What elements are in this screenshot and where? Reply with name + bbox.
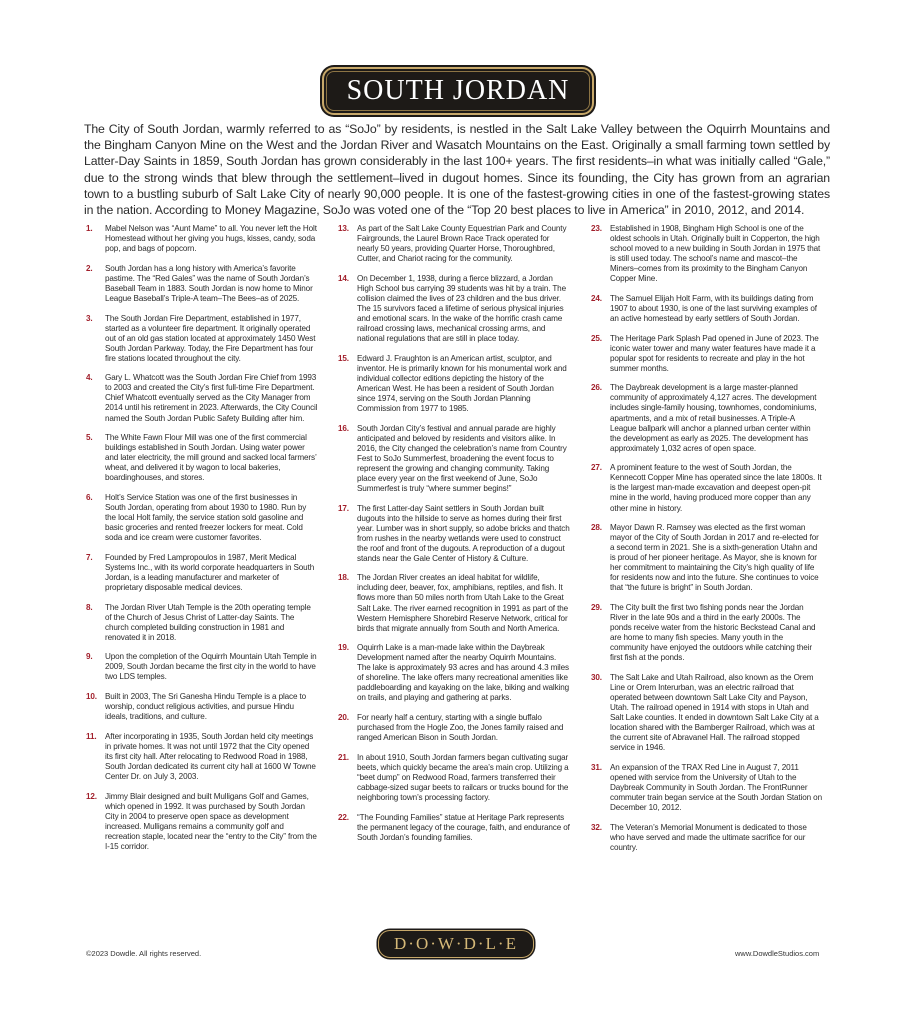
fact-item <box>591 463 823 513</box>
fact-item <box>591 763 823 813</box>
fact-text: Founded by Fred Lampropoulos in 1987, Merit Medical Systems Inc., with its world corporate headquarters in South Jordan, is a leading manufacturer and marketer of proprietary disposable medical devices. <box>105 552 315 592</box>
fact-item <box>591 523 823 593</box>
fact-number: 14. <box>338 273 349 283</box>
intro-paragraph: The City of South Jordan, warmly referred to as “SoJo” by residents, is nestled in the Salt Lake Valley between the Oquirrh Mountains and the Bingham Canyon Mine on the West and the Jordan River and Wasatch Mountains on the East. Originally a small farming town settled by Latter-Day Saints in 1859, South Jordan has grown considerably in the last 100+ years. The first residents–in what was initially called “Gale,” due to the strong winds that blew through the settlement–lived in dugout homes. Since its founding, the City has grown from an agrarian town to a bustling suburb of Salt Lake City of nearly 90,000 people. It is one of the fastest-growing cities in one of the fastest-growing states in the nation. According to Money Magazine, SoJo was voted one of the “Top 20 best places to live in America” in 2010, 2012, and 2014. <box>84 122 830 218</box>
fact-text: The Salt Lake and Utah Railroad, also known as the Orem Line or Orem Interurban, was an electric railroad that operated between downtown Salt Lake City and Payson, Utah. The railroad opened in 1914 with stops in Utah and Salt Lake counties. It ended in downtown Salt Lake City at a location shared with the Bamberger Railroad, which was at the current site of Abravanel Hall. The railroad stopped service in 1946. <box>610 672 819 753</box>
fact-item <box>591 334 823 374</box>
fact-text: The Jordan River Utah Temple is the 20th operating temple of the Church of Jesus Christ of Latter-day Saints. The church completed building construction in 1981 and renovated it in 2018. <box>105 602 311 642</box>
fact-number: 19. <box>338 643 349 653</box>
fact-item <box>338 753 570 803</box>
fact-item <box>338 643 570 703</box>
copyright-text: ©2023 Dowdle. All rights reserved. <box>86 949 202 958</box>
fact-number: 32. <box>591 822 602 832</box>
fact-number: 3. <box>86 313 93 323</box>
fact-number: 20. <box>338 713 349 723</box>
fact-text: Oquirrh Lake is a man-made lake within the Daybreak Development named after the nearby Oquirrh Mountains. The lake is approximately 93 acres and has around 4.3 miles of shoreline. The lake offers many recreational amenities like paddleboarding and kayaking on the lake, biking and walking on trails, and playing and gathering at parks. <box>357 643 570 703</box>
fact-text: The Veteran’s Memorial Monument is dedicated to those who have served and made the ultimate sacrifice for our country. <box>610 822 807 852</box>
fact-item <box>338 274 570 344</box>
fact-item <box>591 383 823 453</box>
facts-column-1 <box>86 224 318 862</box>
fact-text: A prominent feature to the west of South Jordan, the Kennecott Copper Mine has operated since the late 1800s. It is the largest man-made excavation and deepest open-pit mine in the world, having produced more copper than any other mine in history. <box>610 463 822 513</box>
fact-number: 24. <box>591 293 602 303</box>
fact-number: 29. <box>591 603 602 613</box>
fact-item <box>86 314 318 364</box>
page-title: SOUTH JORDAN <box>346 75 570 106</box>
fact-item <box>338 504 570 564</box>
fact-item <box>86 553 318 593</box>
fact-item <box>338 573 570 633</box>
fact-number: 18. <box>338 573 349 583</box>
fact-number: 17. <box>338 503 349 513</box>
fact-text: An expansion of the TRAX Red Line in August 7, 2011 opened with service from the University of Utah to the Daybreak Community in South Jordan. The FrontRunner commuter train began service at the South Jordan Station on December 10, 2012. <box>610 762 822 813</box>
fact-text: After incorporating in 1935, South Jordan held city meetings in private homes. It was not until 1972 that the City opened its first city hall. After relocating to Redwood Road in 1988, South Jordan dedicated its current city hall at 1600 W Towne Center Dr. on July 3, 2003. <box>105 731 316 782</box>
fact-number: 27. <box>591 463 602 473</box>
logo-text: D·O·W·D·L·E <box>394 934 518 953</box>
fact-number: 31. <box>591 762 602 772</box>
fact-text: The Daybreak development is a large master-planned community of approximately 4,127 acres. The development includes single-family housing, townhomes, condominiums, apartments, and a mix of retail businesses. A Triple-A League ballpark will anchor a planned urban center within the development as early as 2025. The development has approximately 1,032 acres of open space. <box>610 383 817 453</box>
fact-text: Edward J. Fraughton is an American artist, sculptor, and inventor. He is primarily known for his monumental work and individual collector editions depicting the history of the American West. He has been a resident of South Jordan since 1974, serving on the South Jordan Planning Commission from 1977 to 1985. <box>357 353 567 413</box>
fact-text: Mayor Dawn R. Ramsey was elected as the first woman mayor of the City of South Jordan in 2017 and re-elected for a second term in 2021. She is a sixth-generation Utahn and is proud of her pioneer heritage. As Mayor, she is known for her commitment to maintaining the City’s high quality of life for residents now and into the future. She continues to voice that “the future is bright” in South Jordan. <box>610 523 819 593</box>
fact-number: 7. <box>86 552 93 562</box>
fact-item <box>86 692 318 722</box>
fact-text: Gary L. Whatcott was the South Jordan Fire Chief from 1993 to 2003 and created the City’s first full-time Fire Department. Chief Whatcott eventually served as the City Manager from 2014 until his retirement in 2023. Afterwards, the City Council named the South Jordan Public Safety Building after him. <box>105 373 318 423</box>
fact-item <box>338 713 570 743</box>
fact-text: The City built the first two fishing ponds near the Jordan River in the late 90s and a third in the early 2000s. The ponds receive water from the historic Beckstead Canal and are home to many fish species. Many youth in the community have enjoyed the outdoors while catching their first fish at the ponds. <box>610 603 816 663</box>
fact-number: 25. <box>591 333 602 343</box>
fact-text: South Jordan City’s festival and annual parade are highly anticipated and beloved by residents and visitors alike. In 2016, the City changed the celebration’s name from Country Fest to SoJo Summerfest, broadening the event focus to represent the growing and changing community. Taking place every year on the first weekend of June, SoJo Summerfest is truly “where summer begins!” <box>357 423 567 493</box>
fact-item <box>86 652 318 682</box>
fact-number: 22. <box>338 812 349 822</box>
fact-text: Jimmy Blair designed and built Mulligans Golf and Games, which opened in 1992. It was purchased by South Jordan City in 2004 to preserve open space as development increased. Mulligans remains a community golf and recreation staple, located near the “entry to the City” from the I-15 corridor. <box>105 791 317 851</box>
fact-text: The Jordan River creates an ideal habitat for wildlife, including deer, beaver, fox, amphibians, reptiles, and fish. It flows more than 50 miles north from Utah Lake to the Great Salt Lake. The river earned recognition in 1991 as part of the Western Hemisphere Shorebird Reserve Network, critical for birds that migrate annually from South and North America. <box>357 573 569 633</box>
fact-text: Built in 2003, The Sri Ganesha Hindu Temple is a place to worship, conduct religious activities, and pursue Hindu ideals, traditions, and culture. <box>105 692 307 722</box>
fact-text: As part of the Salt Lake County Equestrian Park and County Fairgrounds, the Laurel Brown Race Track operated for nearly 50 years, providing Quarter Horse, Thoroughbred, Cutter, and Chariot racing for the community. <box>357 224 567 264</box>
fact-number: 13. <box>338 224 349 233</box>
fact-number: 30. <box>591 672 602 682</box>
fact-number: 23. <box>591 224 602 233</box>
fact-number: 15. <box>338 353 349 363</box>
fact-item <box>338 813 570 843</box>
facts-column-3 <box>591 224 823 862</box>
fact-item <box>338 424 570 494</box>
fact-item <box>86 603 318 643</box>
fact-number: 11. <box>86 731 97 741</box>
fact-text: Upon the completion of the Oquirrh Mountain Utah Temple in 2009, South Jordan became the first city in the world to have two LDS temples. <box>105 652 317 682</box>
fact-number: 8. <box>86 602 93 612</box>
title-banner <box>322 67 594 115</box>
fact-number: 4. <box>86 373 93 383</box>
fact-item <box>591 823 823 853</box>
fact-item <box>86 732 318 782</box>
fact-text: For nearly half a century, starting with a single buffalo purchased from the Hogle Zoo, the Jones family raised and ranged American Bison in South Jordan. <box>357 713 564 743</box>
fact-item <box>591 673 823 753</box>
fact-text: Holt’s Service Station was one of the first businesses in South Jordan, operating from about 1930 to 1980. Run by the local Holt family, the service station sold gasoline and basic groceries and rented freezer lockers for meat. Cold soda and ice cream were customer favorites. <box>105 493 307 543</box>
facts-column-2 <box>338 224 570 852</box>
website-link[interactable]: www.DowdleStudios.com <box>735 949 820 958</box>
fact-text: The first Latter-day Saint settlers in South Jordan built dugouts into the hillside to serve as homes during their first year. Lumber was in short supply, so adobe bricks and thatch from rushes in the nearby wetlands were used to construct the roof and front of the dugouts. A reproduction of a dugout stands near the Gale Center of History & Culture. <box>357 503 570 563</box>
fact-item <box>338 224 570 264</box>
fact-item <box>591 294 823 324</box>
dowdle-logo <box>378 930 534 958</box>
fact-item <box>591 224 823 284</box>
fact-number: 28. <box>591 523 602 533</box>
fact-number: 6. <box>86 493 93 502</box>
fact-item <box>86 224 318 254</box>
fact-number: 10. <box>86 692 97 702</box>
fact-text: In about 1910, South Jordan farmers began cultivating sugar beets, which quickly became the area’s main crop. Utilizing a “beet dump” on Redwood Road, farmers transferred their cabbage-sized sugar beets to railcars or trucks bound for the neighboring town’s processing factory. <box>357 752 569 803</box>
fact-text: The South Jordan Fire Department, established in 1977, started as a volunteer fire department. It originally operated out of an old gas station located at approximately 1450 West South Jordan Parkway. Today, the Fire Department has four fire stations located throughout the city. <box>105 313 316 363</box>
fact-text: Mabel Nelson was “Aunt Mame” to all. You never left the Holt Homestead without her giving you hugs, kisses, candy, soda pop, and bags of popcorn. <box>105 224 317 254</box>
fact-text: The Samuel Elijah Holt Farm, with its buildings dating from 1907 to about 1930, is one of the last surviving examples of an active homestead by early settlers of South Jordan. <box>610 293 817 323</box>
fact-text: The Heritage Park Splash Pad opened in June of 2023. The iconic water tower and many water features have made it a popular spot for residents to recreate and play in the hot summer months. <box>610 333 819 373</box>
fact-text: The White Fawn Flour Mill was one of the first commercial buildings established in South Jordan. Using water power and later electricity, the mill ground and sacked local farmers’ wheat, and delivered it by wagon to local bakeries, boardinghouses, and stores. <box>105 433 317 483</box>
fact-number: 1. <box>86 224 93 233</box>
fact-item <box>338 354 570 414</box>
fact-item <box>86 493 318 543</box>
fact-text: South Jordan has a long history with America’s favorite pastime. The “Red Gales” was the name of South Jordan’s Baseball Team in 1883. South Jordan is now home to Minor League Baseball’s Triple-A team–The Bees–as of 2025. <box>105 263 313 303</box>
fact-number: 12. <box>86 791 97 801</box>
fact-item <box>86 373 318 423</box>
fact-number: 5. <box>86 433 93 443</box>
fact-item <box>591 603 823 663</box>
fact-text: On December 1, 1938, during a fierce blizzard, a Jordan High School bus carrying 39 students was hit by a train. The collision claimed the lives of 23 children and the bus driver. The 15 survivors faced a lifetime of serious physical injuries and emotional scars. In the wake of the horrific crash came railroad crossing laws, mechanical crossing arms, and national regulations that are still in place today. <box>357 273 566 344</box>
fact-text: “The Founding Families” statue at Heritage Park represents the permanent legacy of the courage, faith, and endurance of South Jordan’s founding families. <box>357 812 570 842</box>
fact-item <box>86 792 318 852</box>
fact-number: 16. <box>338 423 349 433</box>
fact-number: 21. <box>338 752 349 762</box>
fact-item <box>86 264 318 304</box>
fact-number: 26. <box>591 383 602 393</box>
fact-number: 9. <box>86 652 93 662</box>
fact-text: Established in 1908, Bingham High School is one of the oldest schools in Utah. Originally built in Copperton, the high school moved to a new building in South Jordan in 1975 that is still used today. The school’s name and mascot–the Miners–comes from its proximity to the Bingham Canyon Copper Mine. <box>610 224 821 284</box>
fact-number: 2. <box>86 263 93 273</box>
fact-item <box>86 433 318 483</box>
